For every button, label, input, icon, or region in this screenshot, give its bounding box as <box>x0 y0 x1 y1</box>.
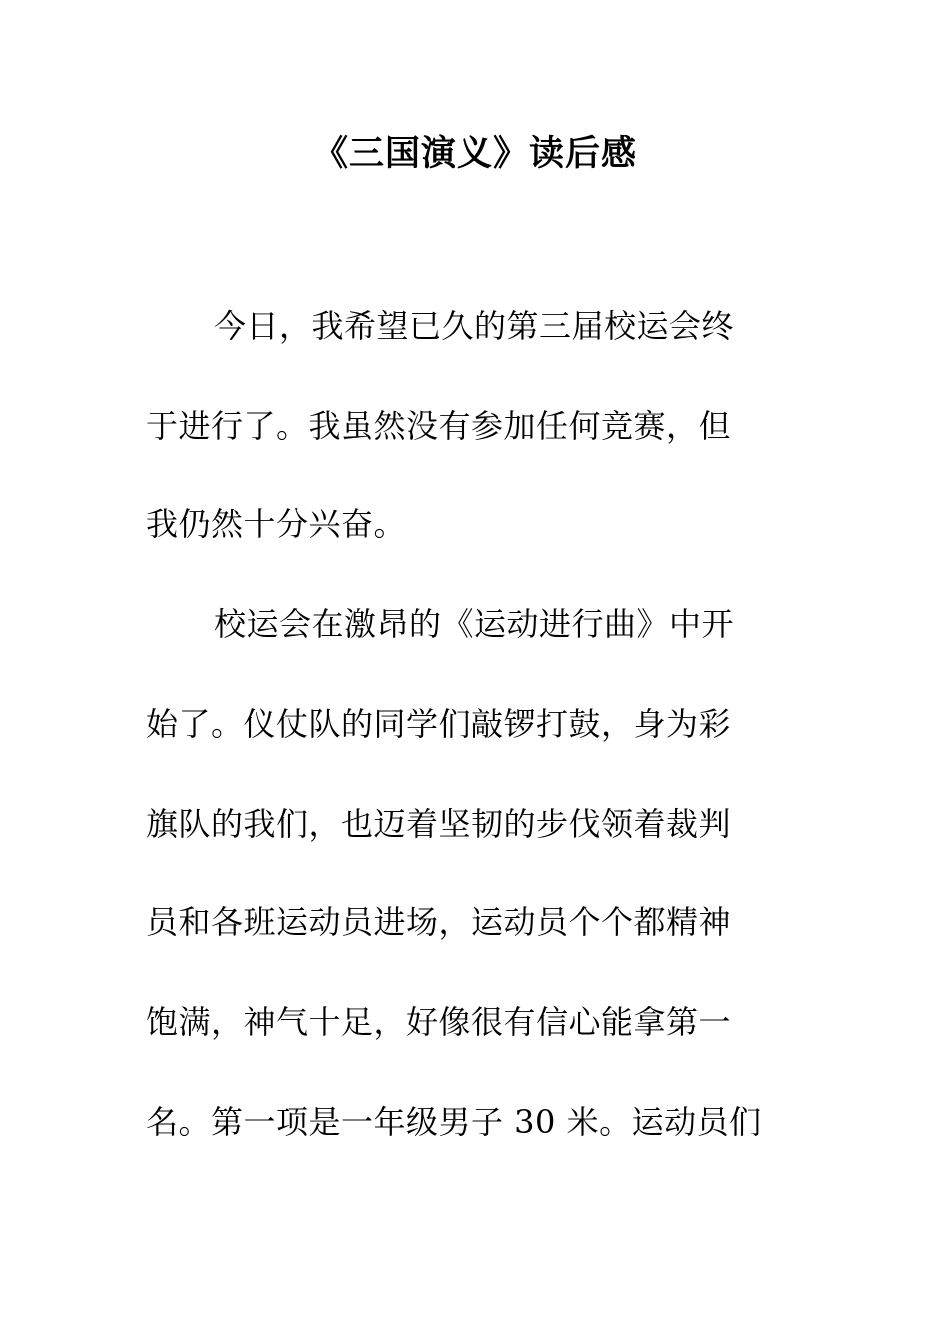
text-line: 名。第一项是一年级男子 30 米。运动员们 <box>146 1103 762 1141</box>
text-line: 旗队的我们，也迈着坚韧的步伐领着裁判 <box>146 805 732 843</box>
text-line: 我仍然十分兴奋。 <box>146 505 407 543</box>
text-line: 始了。仪仗队的同学们敲锣打鼓，身为彩 <box>146 705 732 743</box>
document-title: 《三国演义》读后感 <box>312 133 637 174</box>
text-line: 于进行了。我虽然没有参加任何竞赛，但 <box>146 407 732 445</box>
text-line: 员和各班运动员进场，运动员个个都精神 <box>146 903 732 941</box>
text-line: 饱满，神气十足，好像很有信心能拿第一 <box>146 1003 732 1041</box>
text-line: 今日，我希望已久的第三届校运会终 <box>214 307 735 345</box>
text-line: 校运会在激昂的《运动进行曲》中开 <box>214 605 735 643</box>
